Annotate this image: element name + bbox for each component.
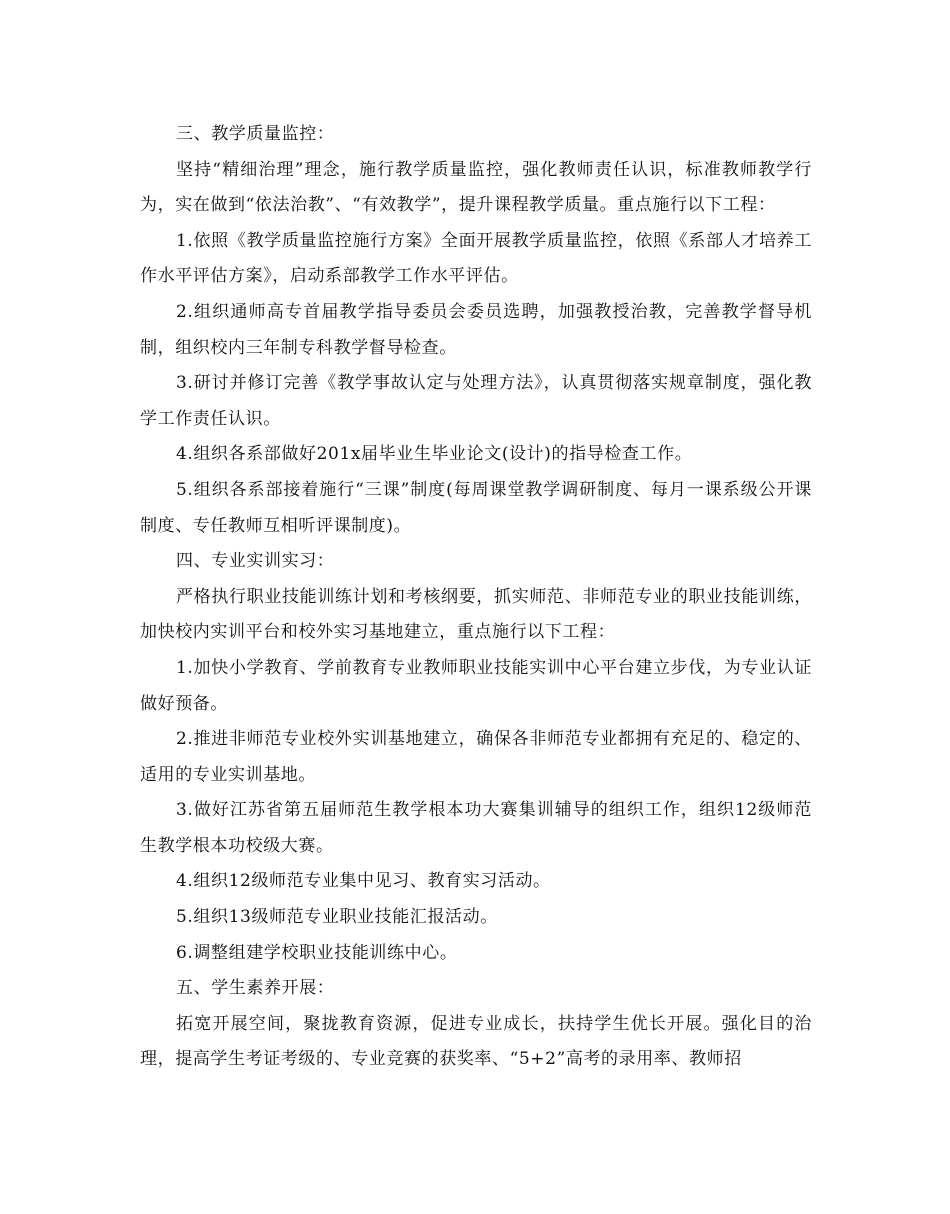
document-body — [140, 117, 812, 1078]
section-heading-3: 三、教学质量监控： — [176, 124, 335, 144]
paragraph: 拓宽开展空间，聚拢教育资源，促进专业成长，扶持学生优长开展。强化目的治理，提高学生考证考级的、专业竞赛的获奖率、“5+2”高考的录用率、教师招 — [140, 1013, 812, 1070]
list-item: 3.做好江苏省第五届师范生教学根本功大赛集训辅导的组织工作，组织12级师范生教学根本功校级大赛。 — [140, 800, 812, 856]
list-item: 2.组织通师高专首届教学指导委员会委员选聘，加强教授治教，完善教学督导机制，组织校内三年制专科教学督导检查。 — [140, 301, 812, 358]
list-item: 4.组织各系部做好201x届毕业生毕业论文(设计)的指导检查工作。 — [176, 444, 693, 465]
section-heading-5: 五、学生素养开展： — [176, 978, 335, 999]
list-item: 3.研讨并修订完善《教学事故认定与处理方法》，认真贯彻落实规章制度，强化教学工作责任认识。 — [140, 373, 812, 429]
list-item: 1.依照《教学质量监控施行方案》全面开展教学质量监控，依照《系部人才培养工作水平评估方案》，启动系部教学工作水平评估。 — [140, 230, 812, 287]
list-item: 6.调整组建学校职业技能训练中心。 — [176, 942, 458, 963]
list-item: 5.组织各系部接着施行“三课”制度(每周课堂教学调研制度、每月一课系级公开课制度、专任教师互相听评课制度)。 — [140, 479, 812, 536]
paragraph: 坚持“精细治理”理念，施行教学质量监控，强化教师责任认识，标准教师教学行为，实在做到“依法治教”、“有效教学”，提升课程教学质量。重点施行以下工程： — [140, 159, 812, 216]
list-item: 2.推进非师范专业校外实训基地建立，确保各非师范专业都拥有充足的、稳定的、适用的专业实训基地。 — [140, 729, 812, 785]
paragraph: 严格执行职业技能训练计划和考核纲要，抓实师范、非师范专业的职业技能训练，加快校内实训平台和校外实习基地建立，重点施行以下工程： — [140, 586, 812, 643]
section-heading-4: 四、专业实训实习： — [176, 551, 335, 572]
list-item: 1.加快小学教育、学前教育专业教师职业技能实训中心平台建立步伐，为专业认证做好预备。 — [140, 657, 812, 714]
list-item: 5.组织13级师范专业职业技能汇报活动。 — [176, 907, 498, 928]
list-item: 4.组织12级师范专业集中见习、教育实习活动。 — [176, 871, 551, 892]
